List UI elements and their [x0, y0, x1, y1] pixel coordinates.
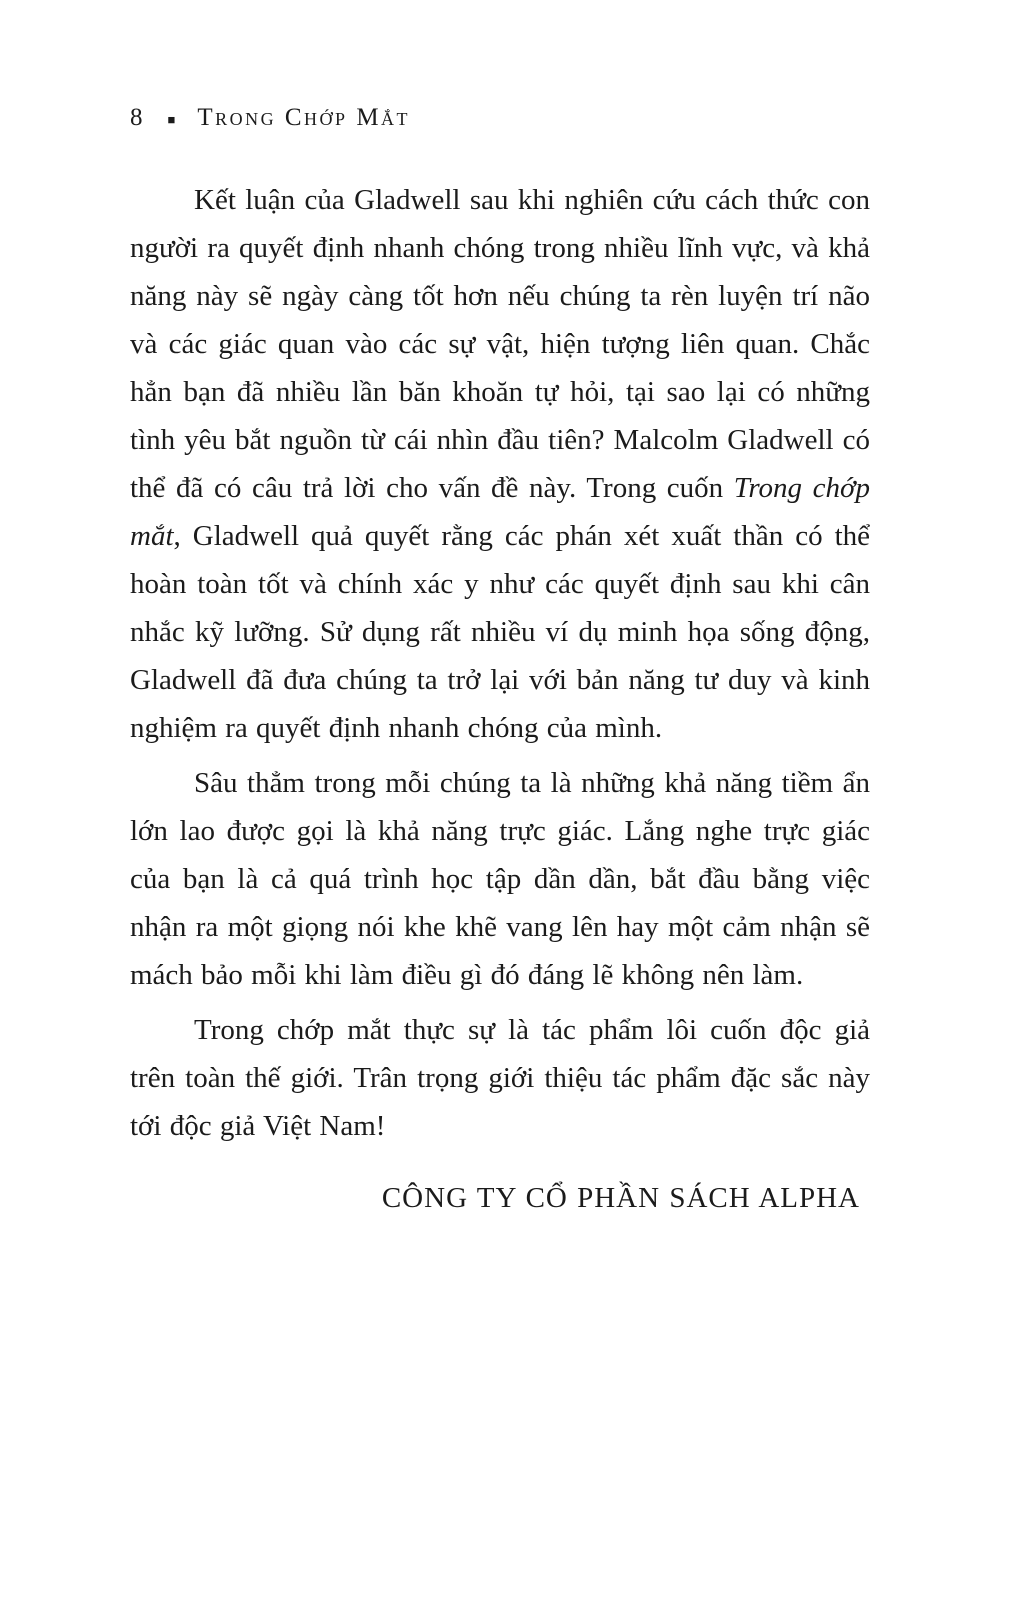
square-bullet-icon: ■: [167, 111, 176, 127]
paragraph-1-text-continued: , Gladwell quả quyết rằng các phán xét xuất thần có thể hoàn toàn tốt và chính xác y như các quyết định sau khi cân nhắc kỹ lưỡng. Sử dụng rất nhiều ví dụ minh họa sống động, Gladwell đã đưa chúng ta trở lại với bản năng tư duy và kinh nghiệm ra quyết định nhanh chóng của mình.: [130, 520, 870, 744]
page-body: [130, 176, 870, 1222]
running-title: Trong Chớp Mắt: [197, 104, 411, 131]
paragraph-3: Trong chớp mắt thực sự là tác phẩm lôi cuốn độc giả trên toàn thế giới. Trân trọng giới thiệu tác phẩm đặc sắc này tới độc giả Việt Nam!: [130, 1014, 870, 1142]
paragraph-1: [130, 176, 870, 752]
publisher-signature: CÔNG TY CỔ PHẦN SÁCH ALPHA: [381, 1182, 860, 1214]
book-title-italic: Trong chớp mắt: [130, 472, 870, 552]
running-header: [130, 104, 870, 132]
page-number: 8: [130, 104, 144, 131]
paragraph-1-text: Kết luận của Gladwell sau khi nghiên cứu cách thức con người ra quyết định nhanh chóng trong nhiều lĩnh vực, và khả năng này sẽ ngày càng tốt hơn nếu chúng ta rèn luyện trí não và các giác quan vào các sự vật, hiện tượng liên quan. Chắc hẳn bạn đã nhiều lần băn khoăn tự hỏi, tại sao lại có những tình yêu bắt nguồn từ cái nhìn đầu tiên? Malcolm Gladwell có thể đã có câu trả lời cho vấn đề này. Trong cuốn: [130, 184, 870, 504]
paragraph-2: Sâu thẳm trong mỗi chúng ta là những khả năng tiềm ẩn lớn lao được gọi là khả năng trực giác. Lắng nghe trực giác của bạn là cả quá trình học tập dần dần, bắt đầu bằng việc nhận ra một giọng nói khe khẽ vang lên hay một cảm nhận sẽ mách bảo mỗi khi làm điều gì đó đáng lẽ không nên làm.: [130, 767, 870, 991]
